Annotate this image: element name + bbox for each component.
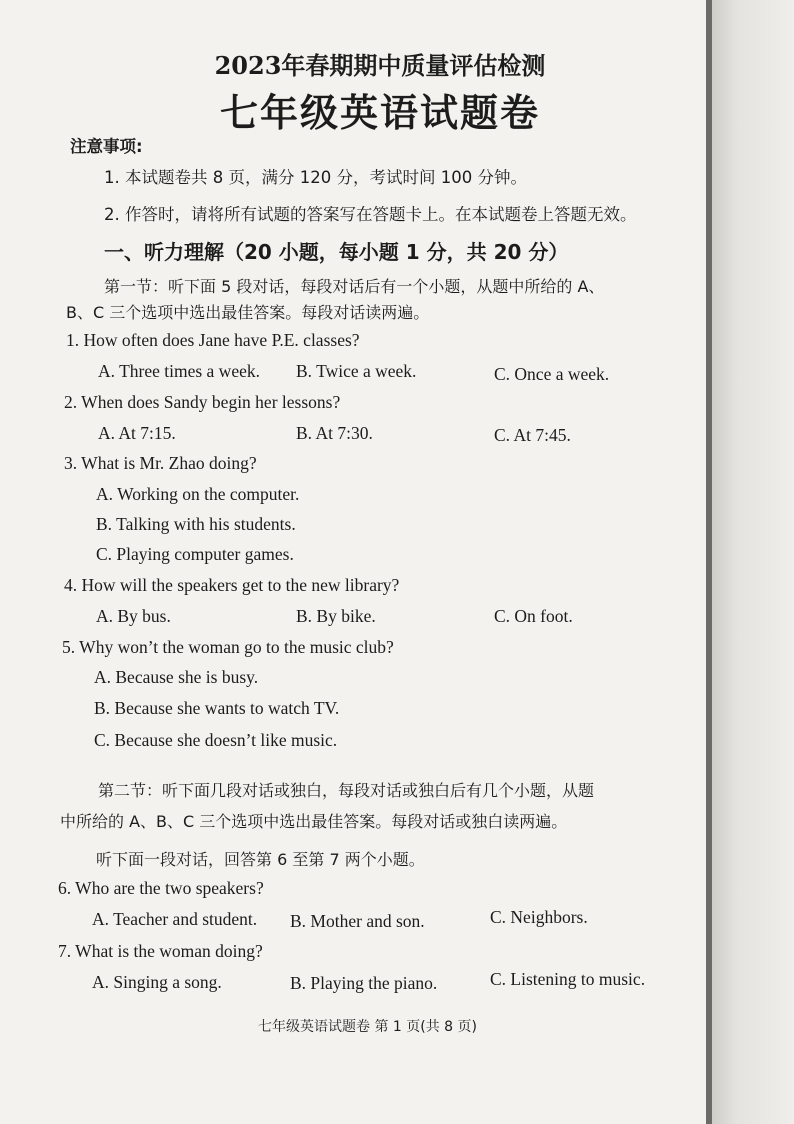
page-footer: 七年级英语试题卷 第 1 页(共 8 页) [258,1019,477,1035]
question-4: 4. How will the speakers get to the new library? [64,575,400,595]
notice-item-1: 1. 本试题卷共 8 页，满分 120 分，考试时间 100 分钟。 [104,168,527,187]
q3-option-c: C. Playing computer games. [96,544,294,564]
q7-option-a: A. Singing a song. [92,972,222,992]
q4-option-c: C. On foot. [494,606,573,626]
q6-option-c: C. Neighbors. [490,907,588,927]
q5-option-c: C. Because she doesn’t like music. [94,730,338,750]
q2-option-c: C. At 7:45. [494,425,571,445]
q2-option-b: B. At 7:30. [296,423,373,443]
q1-option-a: A. Three times a week. [98,361,260,381]
q7-option-c: C. Listening to music. [490,969,646,989]
notice-heading: 注意事项: [70,137,143,156]
q6-option-a: A. Teacher and student. [92,909,258,929]
q1-option-b: B. Twice a week. [296,361,417,381]
question-3: 3. What is Mr. Zhao doing? [64,453,257,473]
q5-option-b: B. Because she wants to watch TV. [94,698,340,718]
section1-instruction-line1: 第一节：听下面 5 段对话，每段对话后有一个小题，从题中所给的 A、 [104,277,605,296]
question-2: 2. When does Sandy begin her lessons? [64,392,341,412]
exam-title-line2: 七年级英语试题卷 [219,90,540,135]
part1-title: 一、听力理解（20 小题，每小题 1 分，共 20 分） [104,240,569,264]
q2-option-a: A. At 7:15. [98,423,176,443]
adjacent-page-bleed [712,0,794,1124]
q3-option-b: B. Talking with his students. [96,514,296,534]
q1-option-c: C. Once a week. [494,364,610,384]
question-1: 1. How often does Jane have P.E. classes? [66,330,360,350]
q6-option-b: B. Mother and son. [290,911,425,931]
exam-title-line1: 2023年春期期中质量评估检测 [214,51,546,80]
notice-item-2: 2. 作答时，请将所有试题的答案写在答题卡上。在本试题卷上答题无效。 [104,205,637,224]
q7-option-b: B. Playing the piano. [290,973,438,993]
section2-instruction-line1: 第二节：听下面几段对话或独白，每段对话或独白后有几个小题，从题 [98,781,595,800]
q4-option-b: B. By bike. [296,606,376,626]
section2-instruction-line3: 听下面一段对话，回答第 6 至第 7 两个小题。 [96,850,425,869]
q5-option-a: A. Because she is busy. [94,667,259,687]
question-5: 5. Why won’t the woman go to the music club? [62,637,394,657]
section1-instruction-line2: B、C 三个选项中选出最佳答案。每段对话读两遍。 [66,303,430,322]
question-7: 7. What is the woman doing? [58,941,263,961]
q3-option-a: A. Working on the computer. [96,484,300,504]
question-6: 6. Who are the two speakers? [58,878,264,898]
section2-instruction-line2: 中所给的 A、B、C 三个选项中选出最佳答案。每段对话或独白读两遍。 [60,812,568,831]
q4-option-a: A. By bus. [96,606,171,626]
